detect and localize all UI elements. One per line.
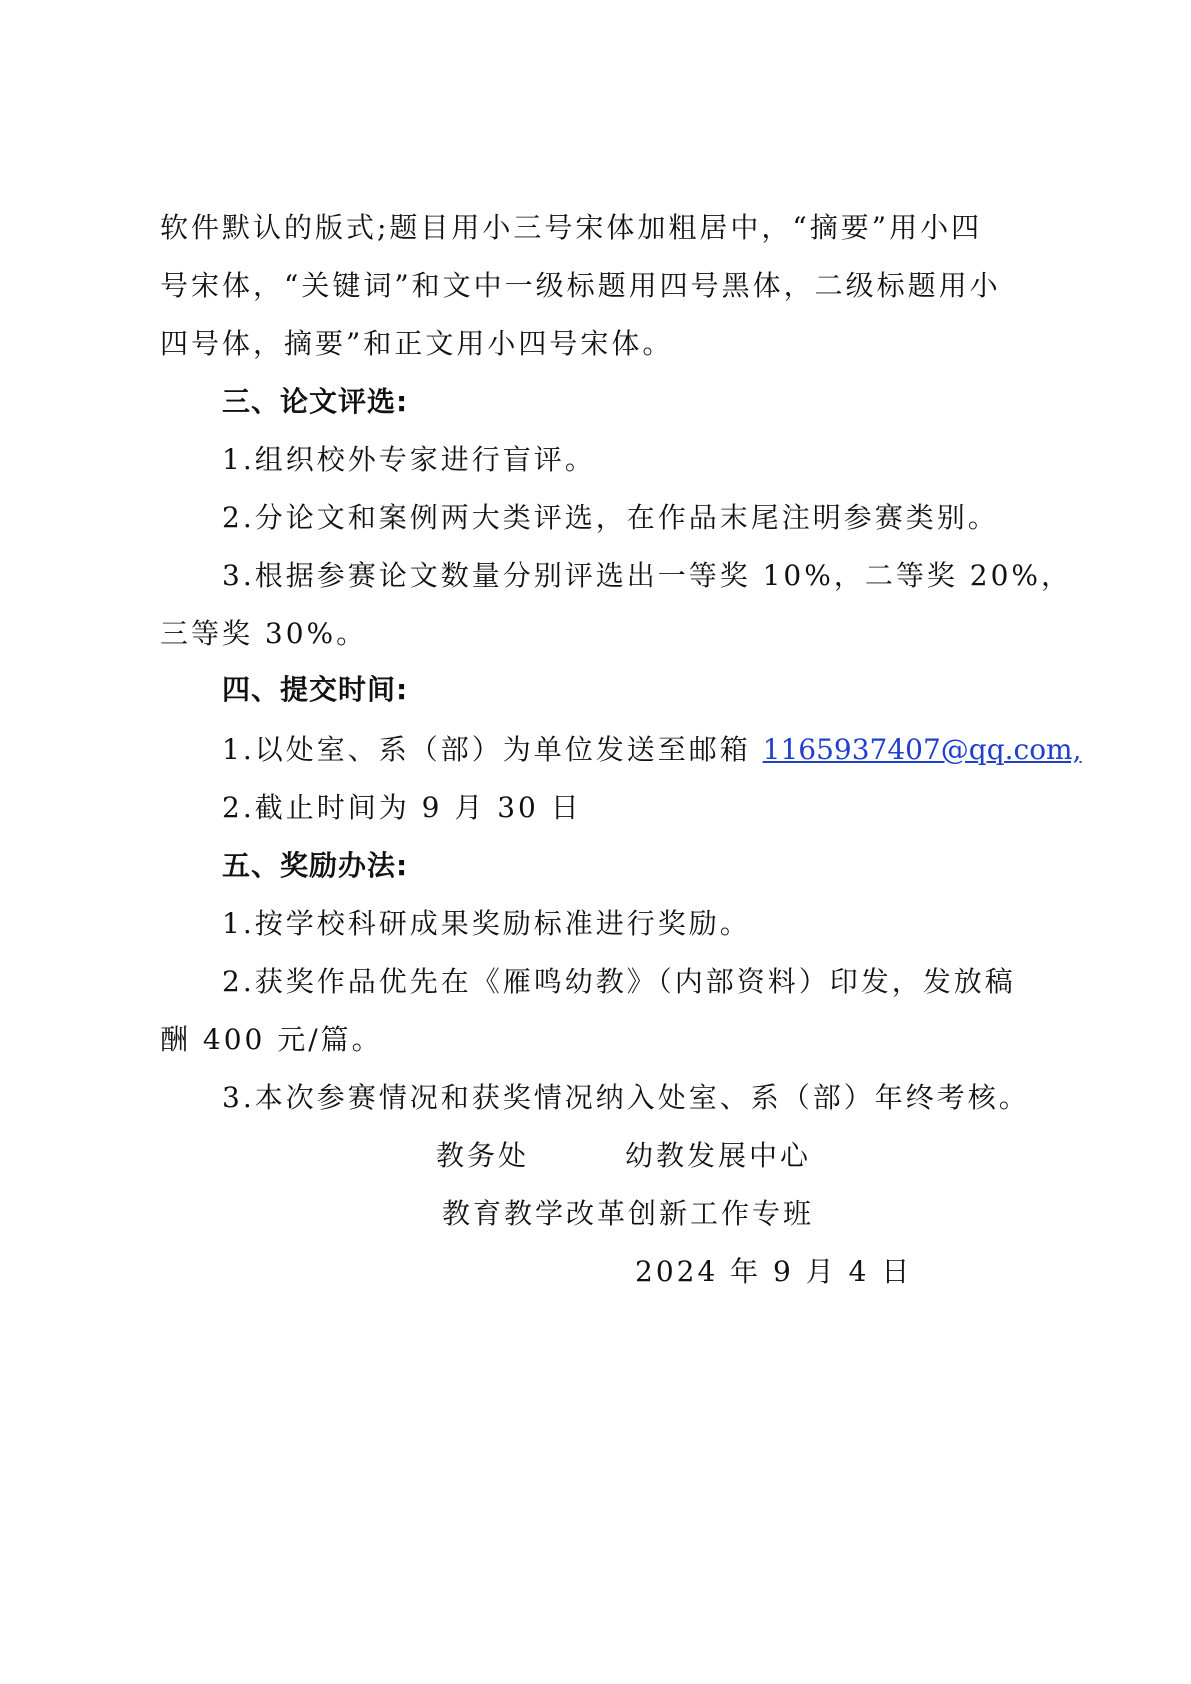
paragraph-line: 软件默认的版式;题目用小三号宋体加粗居中，“摘要”用小四 [160, 211, 983, 244]
signature-org-preschool-center: 幼教发展中心 [625, 1139, 812, 1172]
email-instruction-text: 1.以处室、系（部）为单位发送至邮箱 [222, 733, 763, 766]
list-item: 1.按学校科研成果奖励标准进行奖励。 [222, 907, 751, 940]
signature-org-academic-affairs: 教务处 [436, 1139, 530, 1172]
section-heading-submission: 四、提交时间: [222, 673, 409, 706]
section-heading-evaluation: 三、论文评选: [222, 385, 409, 418]
list-item-email [222, 730, 1122, 770]
paragraph-line: 号宋体，“关键词”和文中一级标题用四号黑体，二级标题用小 [160, 269, 1001, 302]
signature-date: 2024 年 9 月 4 日 [635, 1255, 913, 1288]
paragraph-line: 四号体，摘要”和正文用小四号宋体。 [160, 327, 674, 360]
list-item: 1.组织校外专家进行盲评。 [222, 443, 596, 476]
list-item: 2.分论文和案例两大类评选，在作品末尾注明参赛类别。 [222, 501, 999, 534]
signature-org-reform-team: 教育教学改革创新工作专班 [442, 1197, 815, 1230]
email-link[interactable]: 1165937407@qq.com, [762, 733, 1082, 766]
signature-organizations [436, 1136, 1191, 1176]
list-item-continuation: 酬 400 元/篇。 [160, 1023, 383, 1056]
list-item-continuation: 三等奖 30%。 [160, 617, 368, 650]
section-heading-awards: 五、奖励办法: [222, 849, 409, 882]
list-item: 3.本次参赛情况和获奖情况纳入处室、系（部）年终考核。 [222, 1081, 1030, 1114]
list-item: 2.获奖作品优先在《雁鸣幼教》（内部资料）印发，发放稿 [222, 965, 1016, 998]
list-item: 2.截止时间为 9 月 30 日 [222, 791, 582, 824]
list-item: 3.根据参赛论文数量分别评选出一等奖 10%，二等奖 20%， [222, 559, 1072, 592]
